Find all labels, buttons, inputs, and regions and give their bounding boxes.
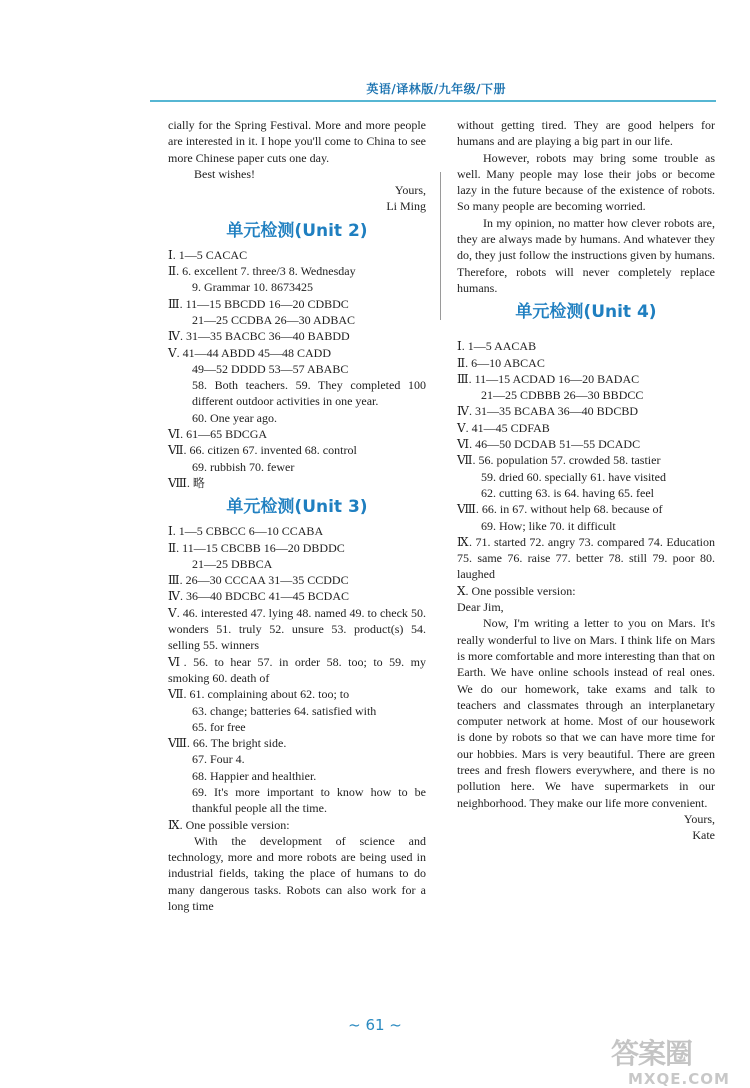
- answer-line: Ⅶ. 66. citizen 67. invented 68. control: [168, 443, 357, 458]
- answer-line: Ⅱ. 6—10 ABCAC: [457, 355, 545, 370]
- answer-line: Ⅷ. 66. The bright side.: [168, 736, 287, 751]
- answer-line: Ⅴ. 41—44 ABDD 45—48 CADD: [168, 345, 332, 360]
- letter-signer: Kate: [692, 828, 715, 843]
- answer-line: Ⅷ. 略: [168, 475, 205, 490]
- page-number: ~ 61 ~: [348, 1016, 402, 1034]
- answer-line: Ⅶ. 56. population 57. crowded 58. tastier: [457, 453, 661, 468]
- answer-line: 49—52 DDDD 53—57 ABABC: [192, 361, 349, 376]
- answer-line: 65. for free: [192, 719, 246, 734]
- answer-line: 69. It's more important to know how to be thankful people all the time.: [192, 784, 426, 816]
- essay-paragraph: However, robots may bring some trouble as well. Many people may lose their jobs or become lazy in the future because of the existence of robots. So many people are becoming worried.: [457, 150, 715, 214]
- unit2-answers: [168, 247, 426, 491]
- answer-line: 68. Happier and healthier.: [192, 768, 317, 783]
- answer-line: 59. dried 60. specially 61. have visited: [481, 469, 666, 484]
- answer-line: Ⅳ. 36—40 BDCBC 41—45 BCDAC: [168, 589, 350, 604]
- answer-line: Ⅵ. 46—50 DCDAB 51—55 DCADC: [457, 437, 641, 452]
- answer-line: 60. One year ago.: [192, 410, 277, 425]
- letter-greeting: Dear Jim,: [457, 600, 504, 615]
- answer-line: 21—25 DBBCA: [192, 556, 273, 571]
- watermark-url: MXQE.COM: [628, 1070, 730, 1088]
- answer-line: Ⅸ. 71. started 72. angry 73. compared 74. Education 75. same 76. raise 77. better 78. still 79. poor 80. laughed: [457, 534, 715, 582]
- letter-end-text: cially for the Spring Festival. More and more people are interested in it. I hope you'll come to China to see more Chinese paper cuts one day.: [168, 118, 426, 165]
- watermark-logo: 答案圈: [611, 1037, 693, 1070]
- answer-line: Ⅶ. 61. complaining about 62. too; to: [168, 687, 350, 702]
- essay-paragraph: With the development of science and technology, more and more robots are being used in industrial fields, taking the place of humans to do many dangerous tasks. Robots can also work for a long time: [168, 833, 426, 914]
- essay-paragraph: In my opinion, no matter how clever robots are, they are always made by humans. And whatever they do, they just follow the instructions given by humans. Therefore, robots will never completely replace humans.: [457, 215, 715, 295]
- answer-line: 58. Both teachers. 59. They completed 100 different outdoor activities in one year.: [192, 378, 426, 409]
- answer-line: Ⅲ. 11—15 ACDAD 16—20 BADAC: [457, 371, 640, 386]
- answer-line: Ⅵ. 61—65 BDCGA: [168, 427, 268, 442]
- answer-line: Ⅵ. 56. to hear 57. in order 58. too; to 59. my smoking 60. death of: [168, 654, 426, 685]
- answer-line: Ⅳ. 31—35 BACBC 36—40 BABDD: [168, 329, 350, 344]
- best-wishes: Best wishes!: [194, 166, 255, 181]
- unit2-title: 单元检测(Unit 2): [226, 220, 368, 241]
- unit4-answers: [457, 338, 715, 843]
- answer-line: Ⅰ. 1—5 CBBCC 6—10 CCABA: [168, 524, 324, 539]
- answer-line: 67. Four 4.: [192, 752, 245, 767]
- answer-line: Ⅰ. 1—5 AACAB: [457, 339, 537, 354]
- header-title: 英语/译林版/九年级/下册: [366, 82, 506, 96]
- answer-line: 9. Grammar 10. 8673425: [192, 280, 313, 295]
- answer-line: Ⅲ. 26—30 CCCAA 31—35 CCDDC: [168, 573, 349, 588]
- unit3-answers: [168, 523, 426, 914]
- page-header: [150, 78, 716, 102]
- unit3-title: 单元检测(Unit 3): [226, 497, 368, 518]
- letter-yours: Yours,: [394, 183, 426, 198]
- answer-line: Ⅷ. 66. in 67. without help 68. because of: [457, 502, 663, 517]
- answer-line: Ⅲ. 11—15 BBCDD 16—20 CDBDC: [168, 296, 349, 311]
- answer-line: Ⅱ. 11—15 CBCBB 16—20 DBDDC: [168, 540, 345, 555]
- right-column: [457, 117, 715, 843]
- answer-line: Ⅰ. 1—5 CACAC: [168, 247, 248, 262]
- answer-line: Ⅹ. One possible version:: [457, 583, 576, 598]
- answer-line: 69. How; like 70. it difficult: [481, 518, 616, 533]
- answer-line: Ⅴ. 46. interested 47. lying 48. named 49. to check 50. wonders 51. truly 52. unsure 53. product(s) 54. selling 55. winners: [168, 605, 426, 653]
- letter-signer: Li Ming: [386, 199, 426, 214]
- answer-line: 21—25 CCDBA 26—30 ADBAC: [192, 312, 356, 327]
- answer-line: Ⅳ. 31—35 BCABA 36—40 BDCBD: [457, 404, 639, 419]
- letter-yours: Yours,: [683, 811, 715, 826]
- answer-line: Ⅱ. 6. excellent 7. three/3 8. Wednesday: [168, 264, 356, 279]
- letter-body: Now, I'm writing a letter to you on Mars. It's really wonderful to live on Mars. I think life on Mars is more comfortable and more interesting than that on Earth. We have online schools instead of real ones. We do our homework, take exams and talk to teachers and classmates through an interplanetary computer network at home. Most of our housework is done by robots so that we can have more time for our hobbies. Mars is very beautiful. There are green trees and fresh flowers everywhere, and there is no pollution here. We have supermarkets in our neighborhood. They make our life more convenient.: [457, 616, 715, 810]
- column-divider: [440, 172, 441, 320]
- answer-line: 62. cutting 63. is 64. having 65. feel: [481, 485, 654, 500]
- essay-paragraph: without getting tired. They are good helpers for humans and are playing a big part in our life.: [457, 118, 715, 149]
- unit4-title: 单元检测(Unit 4): [515, 302, 657, 323]
- left-column: [168, 117, 426, 914]
- answer-line: 69. rubbish 70. fewer: [192, 459, 295, 474]
- answer-line: 21—25 CDBBB 26—30 BBDCC: [481, 388, 644, 403]
- answer-line: Ⅸ. One possible version:: [168, 817, 290, 832]
- answer-line: 63. change; batteries 64. satisfied with: [192, 703, 377, 718]
- answer-line: Ⅴ. 41—45 CDFAB: [457, 420, 550, 435]
